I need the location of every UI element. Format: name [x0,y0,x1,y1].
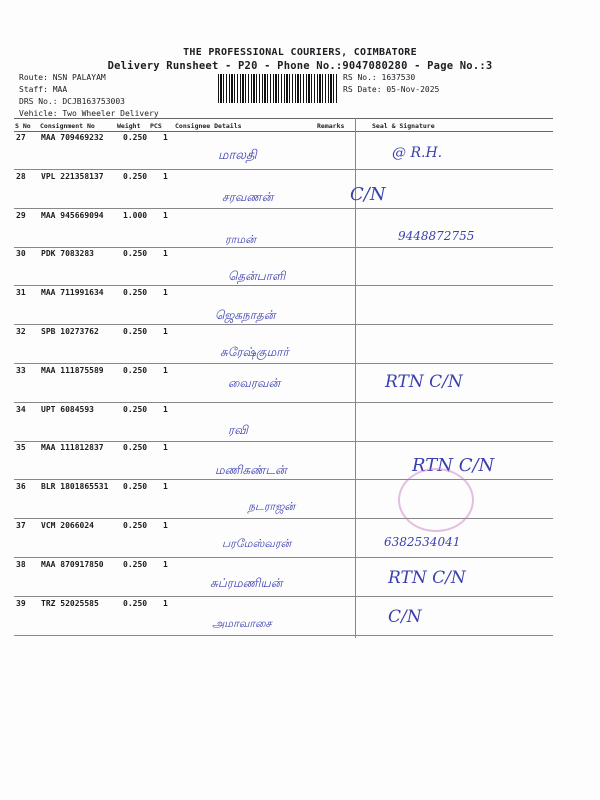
company-title: THE PROFESSIONAL COURIERS, COIMBATORE [183,47,417,58]
row-pcs: 1 [163,133,168,142]
staff-label: Staff: MAA [19,85,68,94]
table-row [0,249,600,288]
office-stamp [398,468,474,532]
row-sno: 38 [16,559,26,569]
seal-signature-handwriting: @ R.H. [392,145,443,161]
vehicle-label: Vehicle: Two Wheeler Delivery [19,109,159,118]
row-weight: 0.250 [123,482,148,492]
row-sno: 31 [16,288,26,298]
table-row [0,327,600,366]
row-divider [14,557,553,558]
row-weight: 0.250 [123,404,148,414]
row-consignment: UPT 6084593 [41,404,94,414]
table-top-border [14,118,553,119]
consignee-handwriting: ஜெகநாதன் [215,308,276,323]
row-sno: 37 [16,521,26,530]
table-row [0,405,600,444]
row-pcs: 1 [163,365,168,375]
consignee-handwriting: சரவணன் [222,189,274,204]
row-weight: 0.250 [123,559,148,569]
row-consignment: BLR 1801865531 [41,482,109,492]
row-divider [14,479,553,480]
runsheet-subtitle: Delivery Runsheet - P20 - Phone No.:9047080280 - Page No.:3 [107,60,493,72]
row-pcs: 1 [163,443,168,453]
row-sno: 34 [16,404,26,414]
seal-signature-handwriting: C/N [350,183,386,205]
row-divider [14,635,553,636]
row-divider [14,596,553,597]
row-divider [14,324,553,325]
row-weight: 0.250 [123,249,148,259]
consignee-handwriting: நடராஜன் [248,500,296,514]
row-weight: 0.250 [123,133,148,142]
seal-signature-handwriting: RTN C/N [385,371,463,392]
row-consignment: VPL 221358137 [41,171,104,181]
table-header-border [14,131,553,132]
row-sno: 32 [16,327,26,336]
row-consignment: MAA 709469232 [41,133,104,142]
row-sno: 33 [16,365,26,375]
row-consignment: MAA 945669094 [41,210,104,220]
rs-date: RS Date: 05-Nov-2025 [343,85,440,94]
seal-signature-handwriting: RTN C/N [412,455,495,477]
row-consignment: PDK 7083283 [41,249,94,259]
row-divider [14,285,553,286]
row-weight: 0.250 [123,598,148,608]
row-weight: 0.250 [123,171,148,181]
row-weight: 0.250 [123,327,148,336]
row-pcs: 1 [163,249,168,259]
row-pcs: 1 [163,559,168,569]
col-sno: S No [15,122,31,130]
row-pcs: 1 [163,598,168,608]
row-pcs: 1 [163,482,168,492]
consignee-handwriting: மணிகண்டன் [215,463,287,478]
row-divider [14,247,553,248]
row-weight: 0.250 [123,443,148,453]
row-consignment: MAA 111875589 [41,365,104,375]
row-sno: 30 [16,249,26,259]
col-remarks: Remarks [317,122,345,130]
seal-signature-handwriting: 9448872755 [398,228,475,243]
consignee-handwriting: சுப்ரமணியன் [210,575,283,590]
row-pcs: 1 [163,210,168,220]
consignee-handwriting: ரவி [228,422,248,437]
col-pcs: PCS [150,122,162,130]
table-row [0,443,600,482]
drs-number: DRS No.: DCJB163753003 [19,97,125,106]
row-divider [14,208,553,209]
row-sno: 36 [16,482,26,492]
row-weight: 0.250 [123,521,148,530]
consignee-handwriting: தென்பாளி [228,269,286,284]
col-weight: Weight [117,122,141,130]
seal-signature-handwriting: RTN C/N [388,567,466,588]
row-consignment: TRZ 52025585 [41,598,99,608]
col-seal: Seal & Signature [372,122,435,130]
table-row [0,133,600,172]
row-weight: 0.250 [123,365,148,375]
rs-number: RS No.: 1637530 [343,73,416,82]
table-row [0,521,600,560]
table-row [0,172,600,211]
row-divider [14,518,553,519]
consignee-handwriting: வைரவன் [228,375,281,390]
row-weight: 1.000 [123,210,148,220]
row-divider [14,169,553,170]
row-weight: 0.250 [123,288,148,298]
consignee-handwriting: அமாவாசை [212,616,272,630]
consignee-handwriting: சுரேஷ்குமார் [220,345,289,359]
row-divider [14,363,553,364]
row-sno: 39 [16,598,26,608]
route-label: Route: NSN PALAYAM [19,73,106,82]
row-consignment: SPB 10273762 [41,327,99,336]
row-sno: 29 [16,210,26,220]
seal-signature-handwriting: C/N [388,606,422,627]
row-consignment: VCM 2066024 [41,521,94,530]
row-consignment: MAA 111812837 [41,443,104,453]
table-row [0,288,600,327]
col-consignment: Consignment No [40,122,95,130]
table-row [0,211,600,250]
row-consignment: MAA 870917850 [41,559,104,569]
table-row [0,482,600,521]
consignee-handwriting: ராமன் [225,232,256,246]
row-divider [14,402,553,403]
table-row [0,366,600,405]
row-pcs: 1 [163,288,168,298]
row-pcs: 1 [163,171,168,181]
row-sno: 35 [16,443,26,453]
row-sno: 27 [16,133,26,142]
row-consignment: MAA 711991634 [41,288,104,298]
consignee-handwriting: பரமேஸ்வரன் [222,537,292,550]
row-sno: 28 [16,171,26,181]
table-row [0,560,600,599]
row-pcs: 1 [163,327,168,336]
row-pcs: 1 [163,521,168,530]
row-pcs: 1 [163,404,168,414]
row-divider [14,441,553,442]
seal-signature-handwriting: 6382534041 [384,535,461,549]
barcode-image [218,74,337,103]
col-consignee: Consignee Details [175,122,242,130]
table-row [0,599,600,638]
consignee-handwriting: மாலதி [218,148,257,163]
